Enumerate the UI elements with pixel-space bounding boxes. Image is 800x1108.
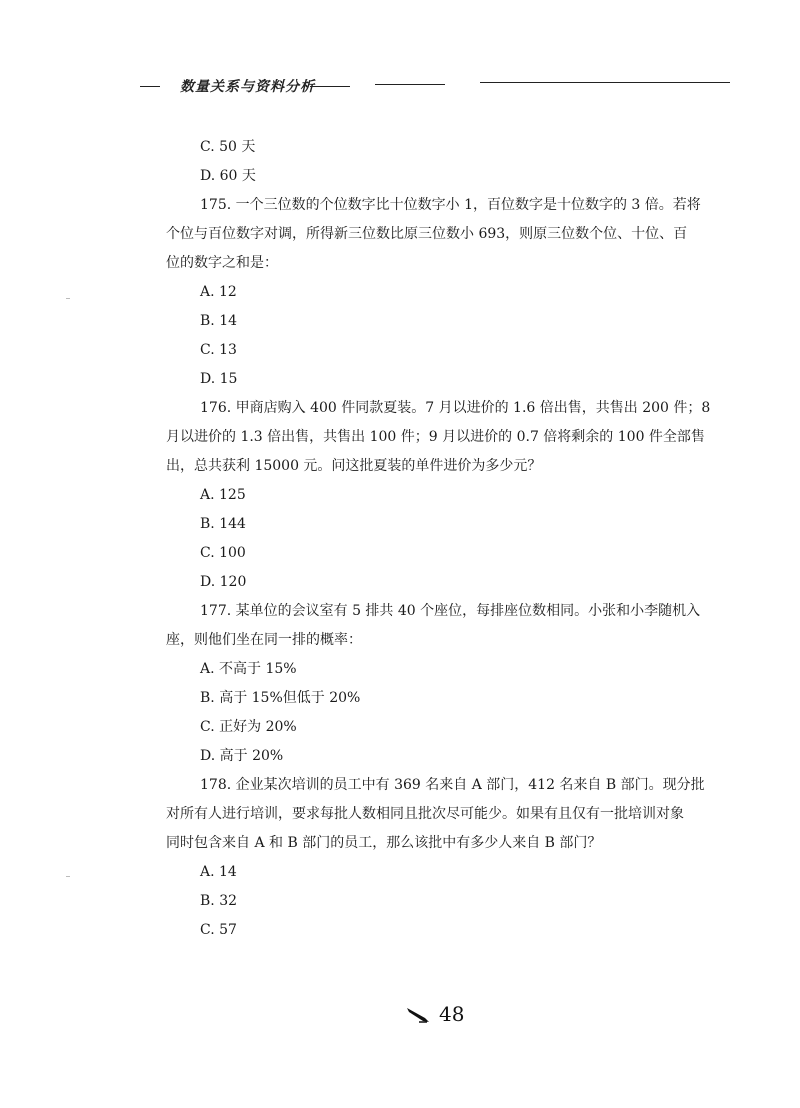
question-text-line: 同时包含来自 A 和 B 部门的员工，那么该批中有多少人来自 B 部门？: [166, 835, 602, 851]
header-rule: [480, 82, 730, 83]
answer-option: D. 120: [200, 574, 247, 590]
answer-option: A. 12: [200, 284, 237, 300]
running-header: [140, 72, 730, 102]
question-text-line: 出，总共获利 15000 元。问这批夏装的单件进价为多少元？: [166, 458, 542, 474]
question-text-line: 座，则他们坐在同一排的概率：: [166, 632, 362, 648]
publisher-logo-icon: [405, 1006, 431, 1024]
page-body: [166, 133, 743, 945]
scan-mark: [66, 298, 70, 299]
page-number: 48: [439, 1002, 465, 1026]
header-rule: [375, 84, 445, 85]
question-text-line: 位的数字之和是：: [166, 255, 278, 271]
header-rule: [310, 86, 350, 87]
question-text-line: 176. 甲商店购入 400 件同款夏装。7 月以进价的 1.6 倍出售，共售出 200 件；8: [200, 400, 711, 416]
answer-option: B. 144: [200, 516, 246, 532]
answer-option: C. 100: [200, 545, 246, 561]
answer-option: D. 15: [200, 371, 238, 387]
answer-option: B. 32: [200, 893, 238, 909]
answer-option: D. 高于 20%: [200, 748, 284, 764]
question-text-line: 月以进价的 1.3 倍出售，共售出 100 件；9 月以进价的 0.7 倍将剩余的 100 件全部售: [166, 429, 705, 445]
question-text-line: 对所有人进行培训，要求每批人数相同且批次尽可能少。如果有且仅有一批培训对象: [166, 806, 684, 822]
answer-option: B. 14: [200, 313, 238, 329]
header-rule-left: [140, 86, 160, 87]
answer-option: C. 50 天: [200, 139, 256, 155]
answer-option: A. 不高于 15%: [200, 661, 297, 677]
answer-option: A. 14: [200, 864, 237, 880]
question-text-line: 个位与百位数字对调，所得新三位数比原三位数小 693，则原三位数个位、十位、百: [166, 226, 688, 242]
answer-option: A. 125: [200, 487, 246, 503]
answer-option: D. 60 天: [200, 168, 256, 184]
answer-option: C. 57: [200, 922, 237, 938]
question-text-line: 175. 一个三位数的个位数字比十位数字小 1，百位数字是十位数字的 3 倍。若将: [200, 197, 701, 213]
scan-mark: [66, 876, 70, 877]
header-title: 数量关系与资料分析: [180, 79, 315, 95]
answer-option: C. 13: [200, 342, 237, 358]
question-text-line: 178. 企业某次培训的员工中有 369 名来自 A 部门，412 名来自 B 部门。现分批: [200, 777, 705, 793]
answer-option: B. 高于 15%但低于 20%: [200, 690, 361, 706]
question-text-line: 177. 某单位的会议室有 5 排共 40 个座位，每排座位数相同。小张和小李随机入: [200, 603, 701, 619]
answer-option: C. 正好为 20%: [200, 719, 297, 735]
